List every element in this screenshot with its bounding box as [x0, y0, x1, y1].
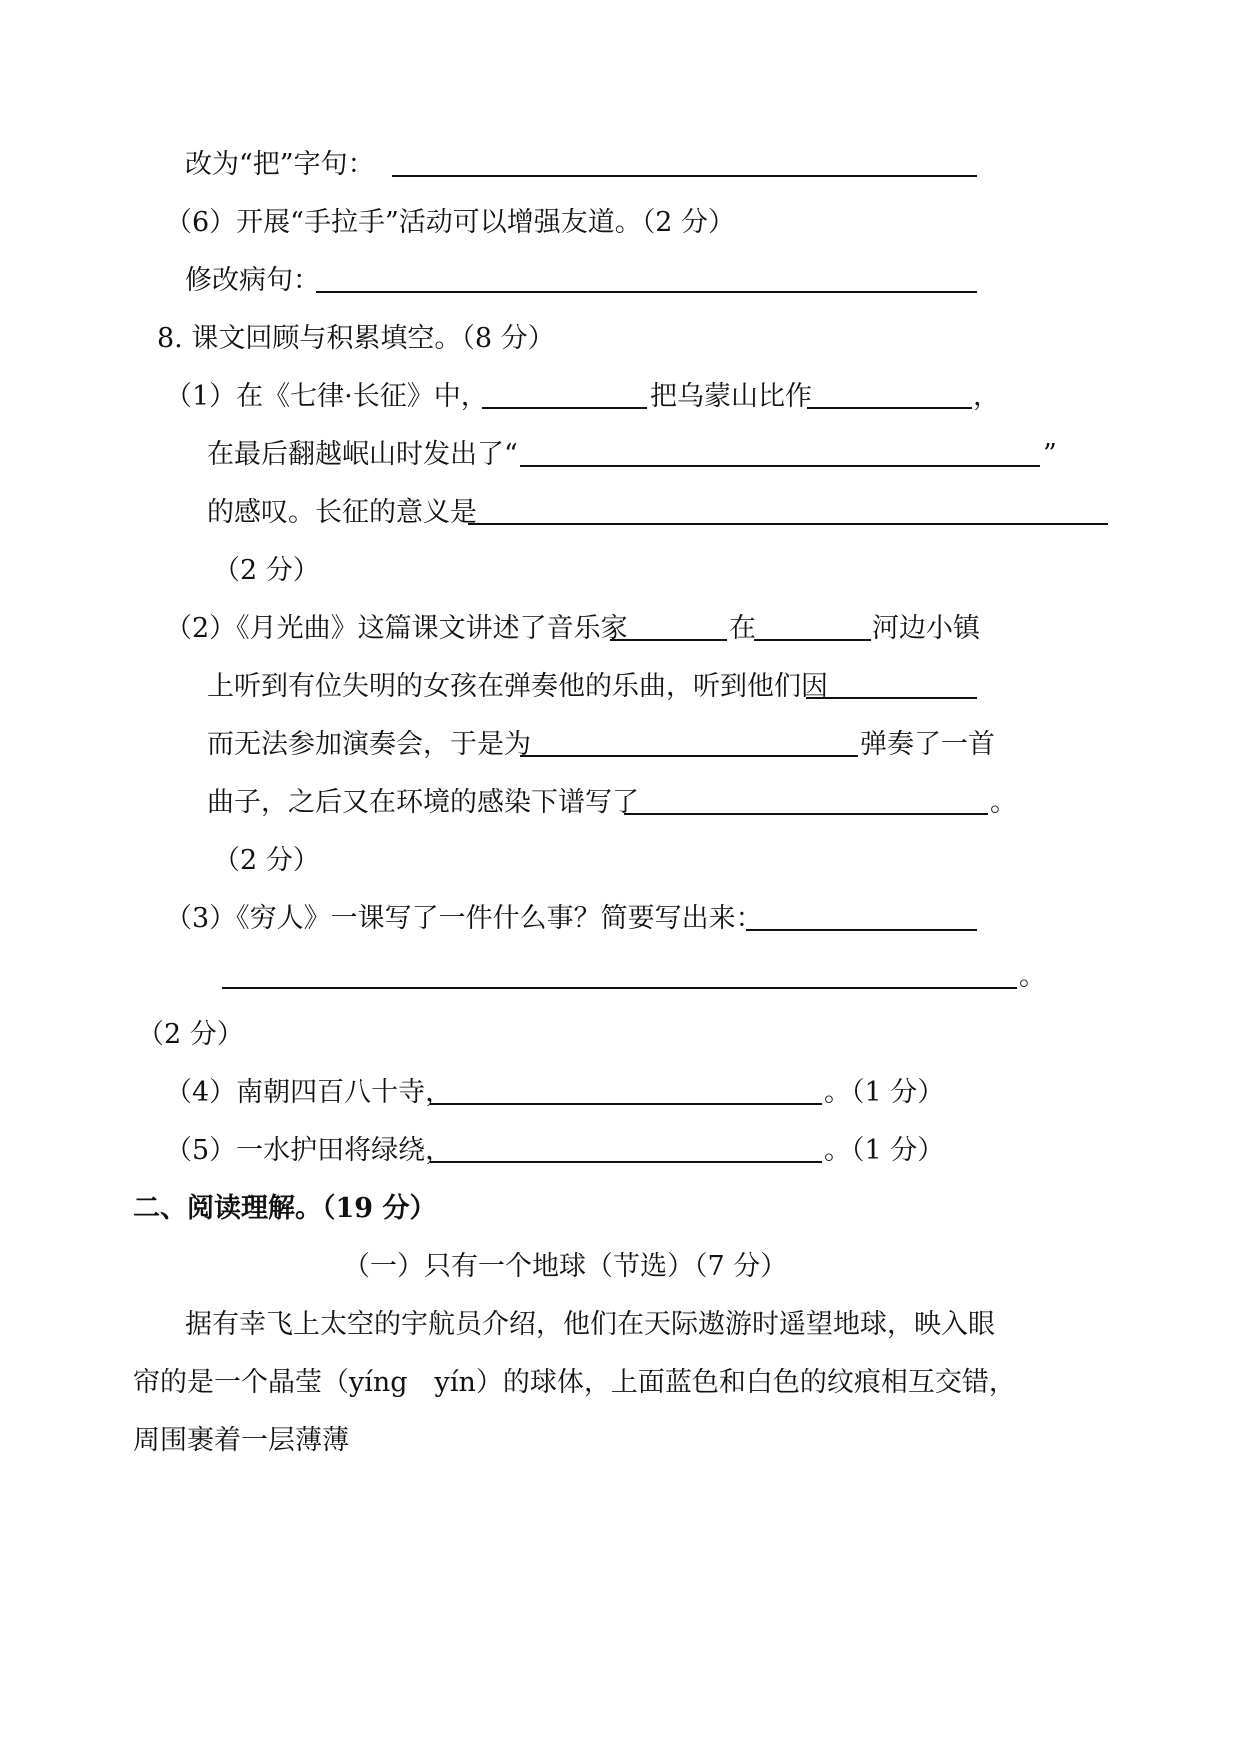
answer-blank-q8-1-a[interactable] [482, 407, 647, 409]
q8-3-end: 。 [1019, 961, 1046, 992]
answer-blank-q8-2-a[interactable] [610, 639, 727, 641]
passage-title: （一）只有一个地球（节选）（7 分） [343, 1251, 788, 1282]
q8-5-text-b: 。（1 分） [824, 1135, 945, 1166]
q8-1-score: （2 分） [213, 555, 320, 586]
section-2-title: 二、阅读理解。（19 分） [133, 1193, 437, 1224]
q8-2-score: （2 分） [213, 845, 320, 876]
answer-blank-q8-5[interactable] [430, 1161, 822, 1163]
q8-5-text-a: （5）一水护田将绿绕， [165, 1135, 453, 1166]
q8-3-question: （3）《穷人》一课写了一件什么事？简要写出来： [165, 903, 763, 934]
answer-blank-q8-4[interactable] [430, 1103, 822, 1105]
answer-blank-q8-1-c[interactable] [520, 465, 1040, 467]
answer-blank-q7-5[interactable] [392, 175, 977, 177]
answer-blank-q8-1-d[interactable] [468, 523, 1108, 525]
q8-1-text-d: 在最后翻越岷山时发出了“ [207, 439, 518, 470]
q7-5-ba-label: 改为“把”字句： [185, 149, 375, 180]
answer-blank-q8-3-a[interactable] [746, 929, 977, 931]
answer-blank-q8-2-e[interactable] [624, 813, 988, 815]
q8-4-text-a: （4）南朝四百八十寺， [165, 1077, 453, 1108]
q8-2-text-h: 。 [990, 787, 1017, 818]
q7-6-question: （6）开展“手拉手”活动可以增强友道。（2 分） [165, 207, 736, 238]
q8-1-text-b: 把乌蒙山比作 [650, 381, 812, 412]
q8-title: 8. 课文回顾与积累填空。（8 分） [157, 323, 555, 354]
q8-2-text-f: 弹奏了一首 [860, 729, 995, 760]
q8-2-text-d: 上听到有位失明的女孩在弹奏他的乐曲，听到他们因 [207, 671, 828, 702]
answer-blank-q8-2-c[interactable] [806, 697, 977, 699]
q8-2-text-g: 曲子，之后又在环境的感染下谱写了 [207, 787, 639, 818]
answer-blank-q8-3-b[interactable] [222, 987, 1017, 989]
q8-1-text-e: ” [1043, 439, 1057, 470]
q8-1-text-f: 的感叹。长征的意义是 [207, 497, 477, 528]
q8-1-text-c: ， [973, 381, 1000, 412]
q8-2-text-a: （2）《月光曲》这篇课文讲述了音乐家 [165, 613, 628, 644]
answer-blank-q8-2-b[interactable] [754, 639, 871, 641]
q8-3-score: （2 分） [137, 1019, 244, 1050]
passage-line-3: 周围裹着一层薄薄 [133, 1425, 349, 1456]
passage-line-1: 据有幸飞上太空的宇航员介绍，他们在天际遨游时遥望地球，映入眼 [185, 1309, 995, 1340]
q8-1-text-a: （1）在《七律·长征》中， [165, 381, 488, 412]
passage-line-2: 帘的是一个晶莹（yíng yín）的球体，上面蓝色和白色的纹痕相互交错， [133, 1367, 1016, 1398]
answer-blank-q8-2-d[interactable] [520, 755, 858, 757]
answer-blank-q8-1-b[interactable] [807, 407, 972, 409]
q8-2-text-b: 在 [729, 613, 756, 644]
q8-4-text-b: 。（1 分） [824, 1077, 945, 1108]
answer-blank-q7-6[interactable] [316, 291, 977, 293]
q8-2-text-e: 而无法参加演奏会，于是为 [207, 729, 531, 760]
q7-6-fix-label: 修改病句： [185, 265, 320, 296]
q8-2-text-c: 河边小镇 [872, 613, 980, 644]
